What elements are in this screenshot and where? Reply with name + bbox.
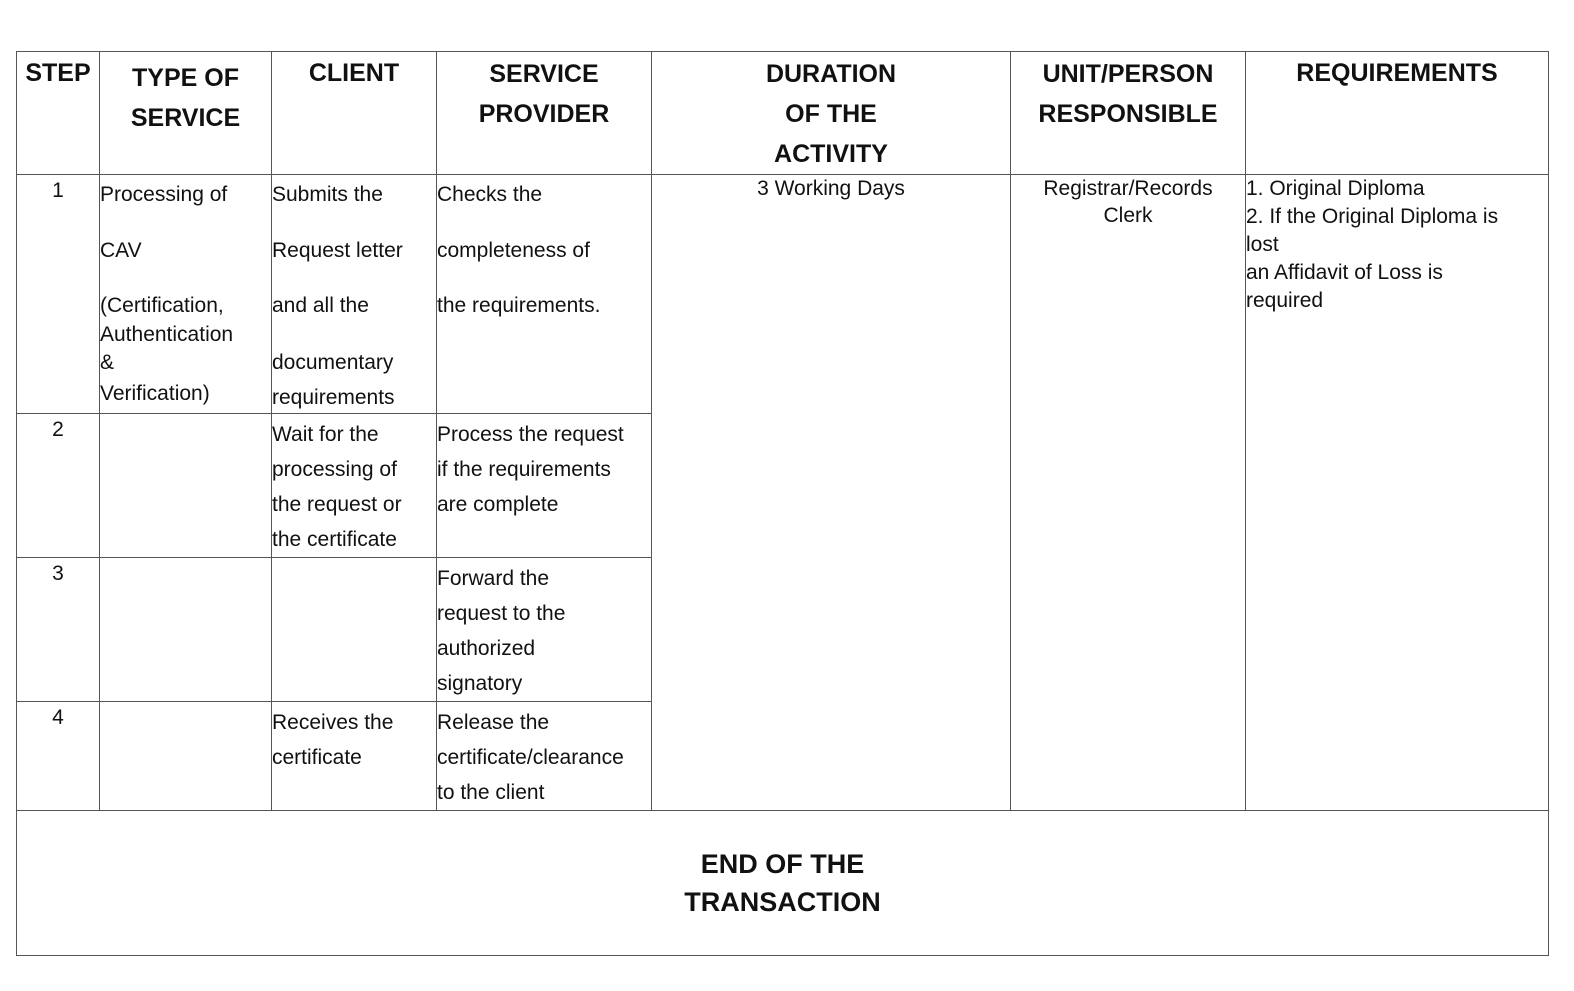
client-cell <box>272 558 437 702</box>
header-row <box>17 52 1549 175</box>
header-duration: DURATION OF THE ACTIVITY <box>652 52 1011 175</box>
type-of-service-cell: Processing of CAV (Certification, Authentication & Verification) <box>100 175 272 414</box>
duration-cell: 3 Working Days <box>652 175 1011 811</box>
table-row <box>17 175 1549 414</box>
client-cell: Submits the Request letter and all the documentary requirements <box>272 175 437 414</box>
step-number: 3 <box>17 558 100 702</box>
unit-person-cell: Registrar/Records Clerk <box>1011 175 1246 811</box>
header-client: CLIENT <box>272 52 437 175</box>
header-type-of-service: TYPE OF SERVICE <box>100 52 272 175</box>
type-of-service-cell <box>100 414 272 558</box>
service-flow-table <box>16 51 1549 956</box>
header-step: STEP <box>17 52 100 175</box>
header-unit-person: UNIT/PERSON RESPONSIBLE <box>1011 52 1246 175</box>
client-cell: Wait for the processing of the request or the certificate <box>272 414 437 558</box>
type-of-service-cell <box>100 558 272 702</box>
end-of-transaction: END OF THE TRANSACTION <box>17 811 1549 956</box>
end-row <box>17 811 1549 956</box>
step-number: 4 <box>17 702 100 811</box>
type-of-service-cell <box>100 702 272 811</box>
service-provider-cell: Process the request if the requirements are complete <box>437 414 652 558</box>
header-service-provider: SERVICE PROVIDER <box>437 52 652 175</box>
service-provider-cell: Checks the completeness of the requirements. <box>437 175 652 414</box>
step-number: 1 <box>17 175 100 414</box>
requirements-cell: 1. Original Diploma 2. If the Original Diploma is lost an Affidavit of Loss is required <box>1246 175 1549 811</box>
client-cell: Receives the certificate <box>272 702 437 811</box>
service-provider-cell: Release the certificate/clearance to the client <box>437 702 652 811</box>
step-number: 2 <box>17 414 100 558</box>
service-provider-cell: Forward the request to the authorized signatory <box>437 558 652 702</box>
header-requirements: REQUIREMENTS <box>1246 52 1549 175</box>
